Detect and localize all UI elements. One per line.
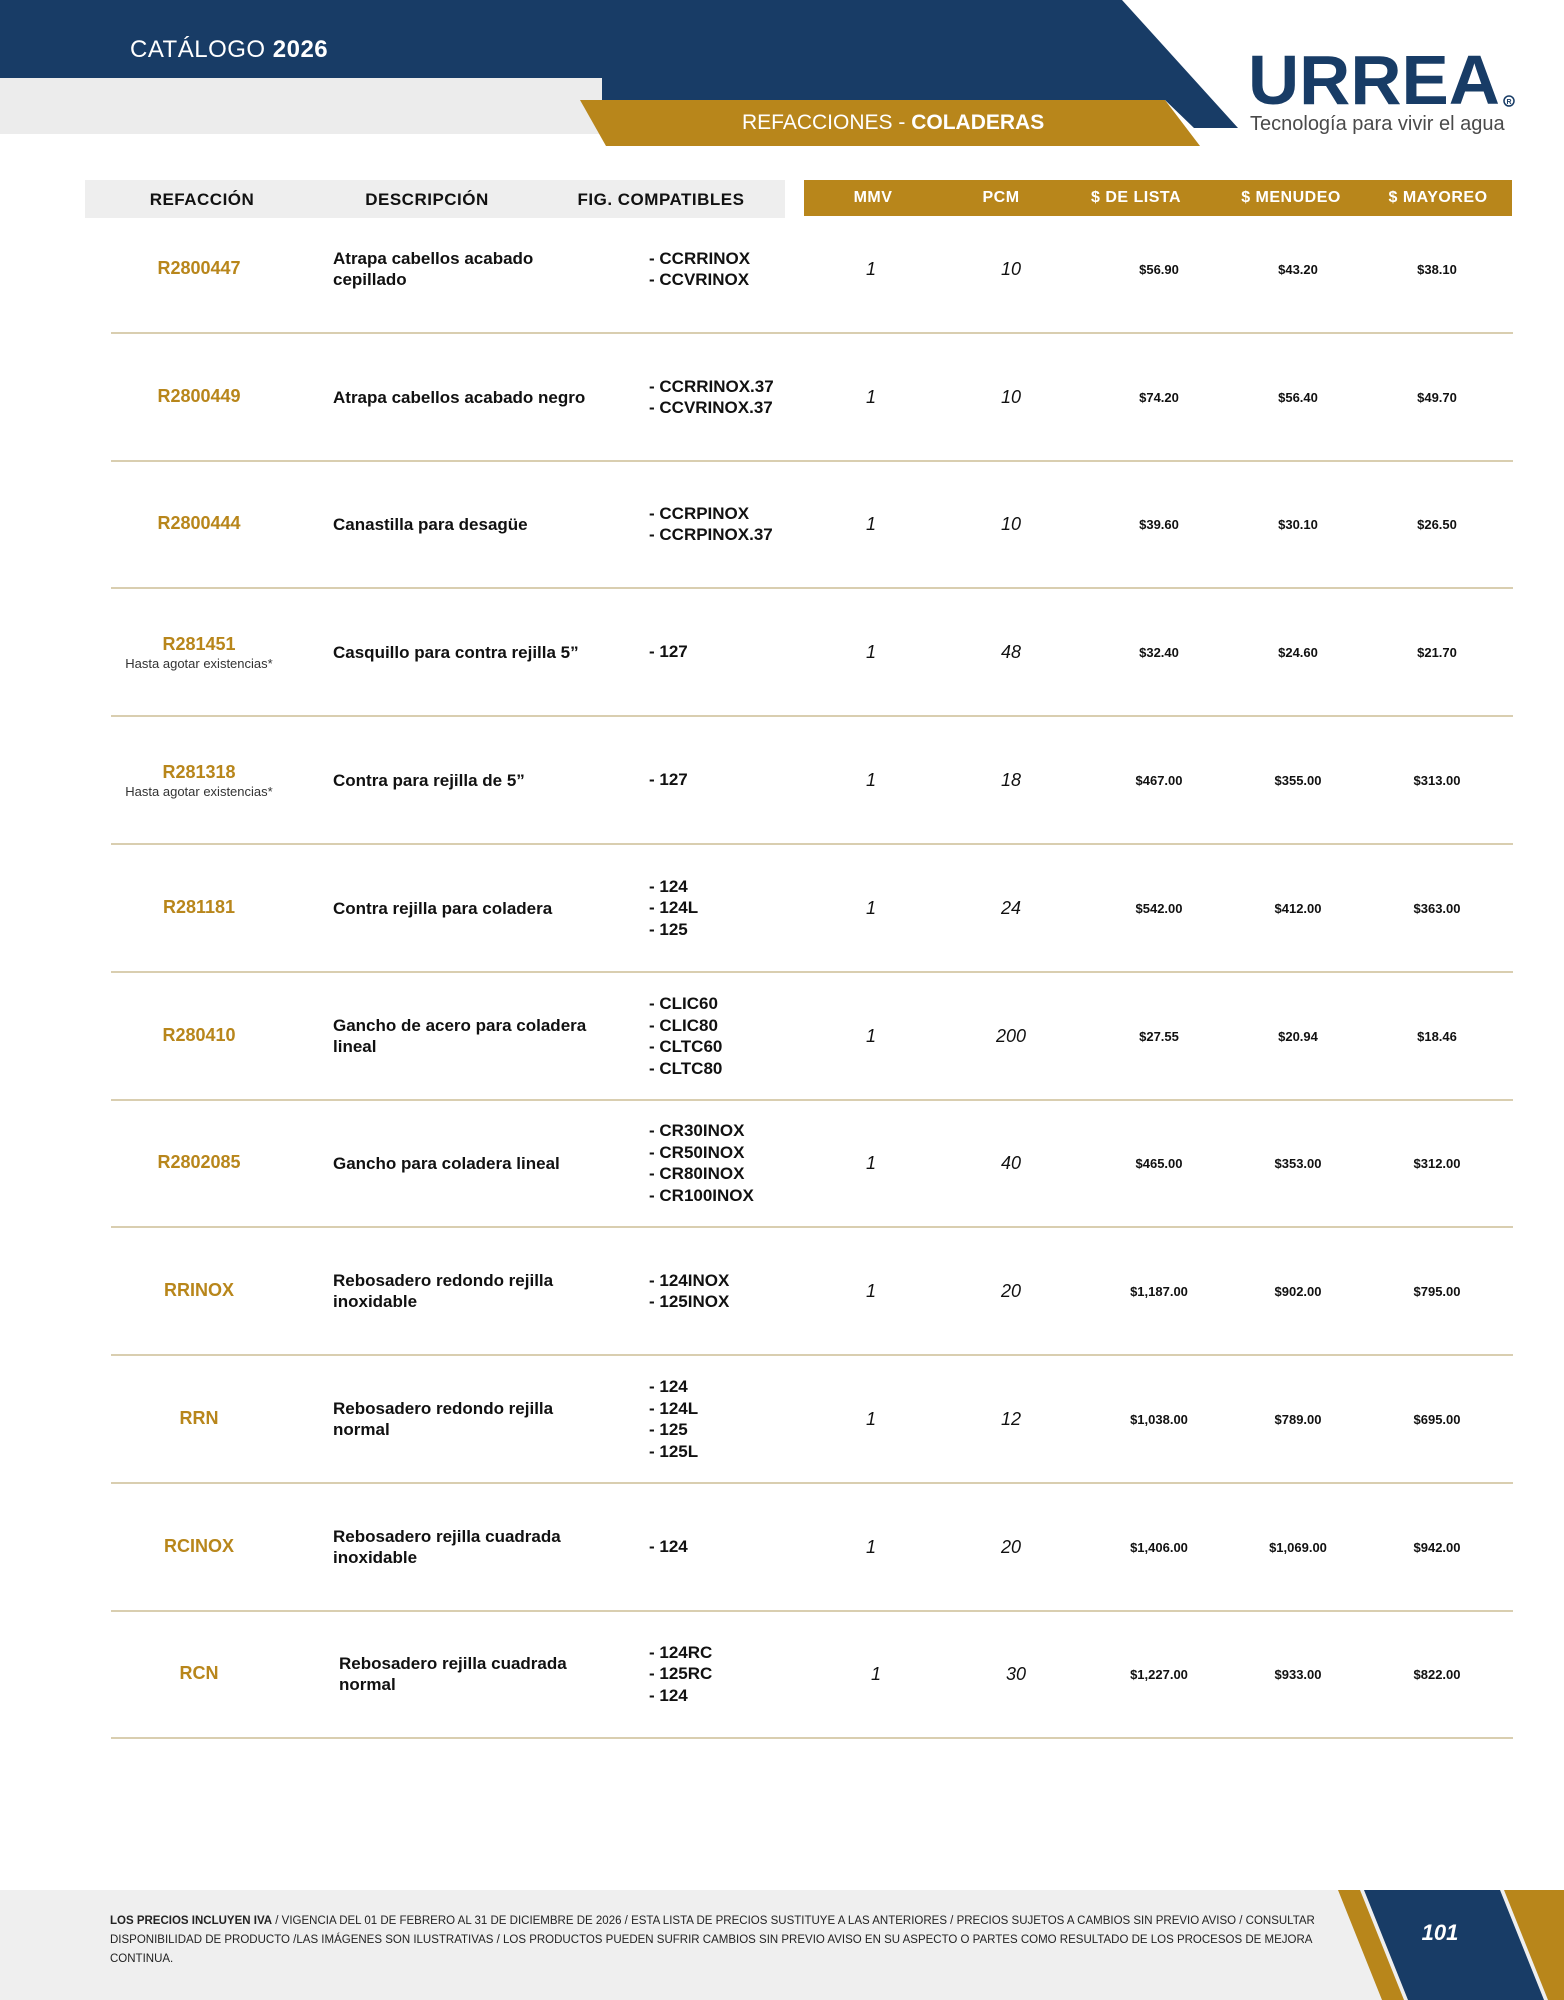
list-price: $1,227.00: [1130, 1666, 1188, 1682]
part-code: R2800444: [157, 513, 241, 533]
part-description: Contra rejilla para coladera: [333, 898, 553, 918]
col-header-compat: FIG. COMPATIBLES: [577, 190, 745, 209]
part-code: R281318: [162, 761, 236, 782]
col-header-description: DESCRIPCIÓN: [365, 190, 489, 209]
pcm-value: 24: [1000, 897, 1022, 918]
part-description: Gancho para coladera lineal: [333, 1153, 560, 1173]
stock-note: Hasta agotar existencias*: [125, 783, 273, 799]
urrea-logo: [1248, 50, 1516, 108]
mmv-value: 1: [865, 1280, 876, 1301]
part-description: Contra para rejilla de 5”: [333, 770, 525, 790]
part-description: Rebosadero redondo rejilla normal: [333, 1399, 554, 1439]
mmv-value: 1: [865, 513, 876, 534]
mmv-value: 1: [865, 1408, 876, 1429]
table-row: [111, 1611, 1513, 1739]
mmv-value: 1: [865, 1536, 876, 1557]
list-price: $32.40: [1139, 644, 1179, 660]
compatible-figures: - 124 - 124L - 125: [649, 876, 699, 939]
wholesale-price: $695.00: [1413, 1411, 1461, 1427]
pcm-value: 48: [1000, 641, 1022, 662]
part-code: R2800449: [157, 386, 241, 406]
wholesale-price: $312.00: [1413, 1155, 1461, 1171]
svg-text:R: R: [1506, 99, 1512, 106]
part-code: RCINOX: [163, 1536, 234, 1556]
pcm-value: 12: [1000, 1408, 1022, 1429]
pcm-value: 10: [1000, 386, 1022, 407]
wholesale-price: $21.70: [1417, 644, 1457, 660]
list-price: $467.00: [1135, 772, 1183, 788]
mmv-value: 1: [865, 1152, 876, 1173]
pcm-value: 200: [995, 1025, 1027, 1046]
wholesale-price: $49.70: [1417, 389, 1457, 405]
table-row: [111, 1228, 1513, 1356]
mmv-value: 1: [865, 641, 876, 662]
brand-tagline: Tecnología para vivir el agua: [1250, 113, 1505, 135]
retail-price: $353.00: [1274, 1155, 1322, 1171]
col-header-code: REFACCIÓN: [149, 190, 255, 209]
compatible-figures: - CR30INOX - CR50INOX - CR80INOX - CR100INOX: [649, 1121, 754, 1205]
part-description: Gancho de acero para coladera lineal: [333, 1016, 587, 1056]
part-description: Rebosadero rejilla cuadrada normal: [339, 1654, 567, 1694]
part-code: R281181: [162, 897, 236, 917]
col-header-pcm: PCM: [982, 189, 1020, 206]
col-header-retail: $ MENUDEO: [1241, 189, 1341, 206]
list-price: $1,187.00: [1130, 1283, 1188, 1299]
wholesale-price: $795.00: [1413, 1283, 1461, 1299]
wholesale-price: $363.00: [1413, 900, 1461, 916]
compatible-figures: - 124 - 124L - 125 - 125L: [649, 1377, 699, 1461]
list-price: $1,038.00: [1130, 1411, 1188, 1427]
compatible-figures: - 124RC - 125RC - 124: [649, 1642, 713, 1705]
table-row: [111, 206, 1513, 334]
retail-price: $24.60: [1278, 644, 1318, 660]
retail-price: $902.00: [1274, 1283, 1322, 1299]
compatible-figures: - 127: [649, 770, 688, 790]
compatible-figures: - CCRPINOX - CCRPINOX.37: [649, 503, 773, 544]
row-divider: [111, 1737, 1513, 1739]
compatible-figures: - 124INOX - 125INOX: [649, 1270, 730, 1311]
wholesale-price: $38.10: [1417, 261, 1457, 277]
part-code: R280410: [162, 1025, 236, 1045]
pcm-value: 40: [1000, 1152, 1022, 1173]
list-price: $1,406.00: [1130, 1539, 1188, 1555]
list-price: $39.60: [1139, 516, 1179, 532]
table-row: [111, 717, 1513, 845]
part-code: R2800447: [157, 258, 241, 278]
svg-text:URREA: URREA: [1248, 50, 1500, 108]
compatible-figures: - CLIC60 - CLIC80 - CLTC60 - CLTC80: [649, 994, 723, 1078]
section-title: REFACCIONES - COLADERAS: [742, 111, 1045, 134]
pcm-value: 20: [1000, 1536, 1022, 1557]
wholesale-price: $26.50: [1417, 516, 1457, 532]
retail-price: $56.40: [1278, 389, 1318, 405]
part-code: RRN: [179, 1408, 219, 1428]
part-description: Rebosadero redondo rejilla inoxidable: [333, 1271, 554, 1311]
wholesale-price: $942.00: [1413, 1539, 1461, 1555]
mmv-value: 1: [865, 769, 876, 790]
catalog-title: CATÁLOGO 2026: [130, 36, 329, 63]
col-header-list: $ DE LISTA: [1090, 189, 1182, 206]
wholesale-price: $822.00: [1413, 1666, 1461, 1682]
retail-price: $1,069.00: [1269, 1539, 1327, 1555]
compatible-figures: - CCRRINOX - CCVRINOX: [649, 248, 751, 289]
retail-price: $412.00: [1274, 900, 1322, 916]
col-header-wholesale: $ MAYOREO: [1388, 189, 1488, 206]
retail-price: $355.00: [1274, 772, 1322, 788]
part-description: Atrapa cabellos acabado cepillado: [333, 249, 534, 289]
mmv-value: 1: [865, 897, 876, 918]
pcm-value: 30: [1005, 1663, 1027, 1684]
part-code: RCN: [179, 1663, 219, 1683]
footer-legal-text: LOS PRECIOS INCLUYEN IVA / VIGENCIA DEL 01 DE FEBRERO AL 31 DE DICIEMBRE DE 2026 / ESTA LISTA DE PRECIOS SUSTITUYE A LAS ANTERIORES / PRECIOS SUJETOS A CAMBIOS SIN PREVIO AVISO / CONSULTAR DISPONIBILIDAD DE PRODUCTO /LAS IMÁGENES SON ILUSTRATIVAS / LOS PRODUCTOS PUEDEN SUFRIR CAMBIOS SIN PREVIO AVISO EN SU ASPECTO O PARTES COMO RESULTADO DE LOS PROCESOS DE MEJORA CONTINUA.: [110, 1915, 1315, 1965]
list-price: $542.00: [1135, 900, 1183, 916]
table-row: [111, 1484, 1513, 1612]
part-description: Canastilla para desagüe: [333, 514, 528, 534]
table-row: [111, 589, 1513, 717]
list-price: $74.20: [1139, 389, 1179, 405]
compatible-figures: - CCRRINOX.37 - CCVRINOX.37: [649, 376, 774, 417]
retail-price: $933.00: [1274, 1666, 1322, 1682]
table-row: [111, 845, 1513, 973]
table-row: [111, 1100, 1513, 1228]
list-price: $465.00: [1135, 1155, 1183, 1171]
compatible-figures: - 124: [649, 1537, 688, 1557]
retail-price: $20.94: [1278, 1028, 1318, 1044]
part-description: Atrapa cabellos acabado negro: [333, 387, 586, 407]
retail-price: $43.20: [1278, 261, 1318, 277]
mmv-value: 1: [865, 258, 876, 279]
table-row: [111, 1356, 1513, 1484]
pcm-value: 10: [1000, 258, 1022, 279]
table-row: [111, 461, 1513, 589]
mmv-value: 1: [865, 386, 876, 407]
table-row: [111, 334, 1513, 462]
part-description: Rebosadero rejilla cuadrada inoxidable: [333, 1527, 561, 1567]
mmv-value: 1: [870, 1663, 881, 1684]
page-number: 101: [1421, 1920, 1459, 1945]
retail-price: $30.10: [1278, 516, 1318, 532]
stock-note: Hasta agotar existencias*: [125, 655, 273, 671]
wholesale-price: $18.46: [1417, 1028, 1457, 1044]
list-price: $56.90: [1139, 261, 1179, 277]
pcm-value: 20: [1000, 1280, 1022, 1301]
part-code: R281451: [162, 633, 236, 654]
mmv-value: 1: [865, 1025, 876, 1046]
retail-price: $789.00: [1274, 1411, 1322, 1427]
table-row: [111, 973, 1513, 1101]
list-price: $27.55: [1139, 1028, 1179, 1044]
pcm-value: 18: [1000, 769, 1022, 790]
compatible-figures: - 127: [649, 642, 688, 662]
pcm-value: 10: [1000, 513, 1022, 534]
col-header-mmv: MMV: [853, 189, 893, 206]
wholesale-price: $313.00: [1413, 772, 1461, 788]
part-code: RRINOX: [163, 1280, 234, 1300]
part-code: R2802085: [157, 1152, 241, 1172]
part-description: Casquillo para contra rejilla 5”: [333, 642, 579, 662]
